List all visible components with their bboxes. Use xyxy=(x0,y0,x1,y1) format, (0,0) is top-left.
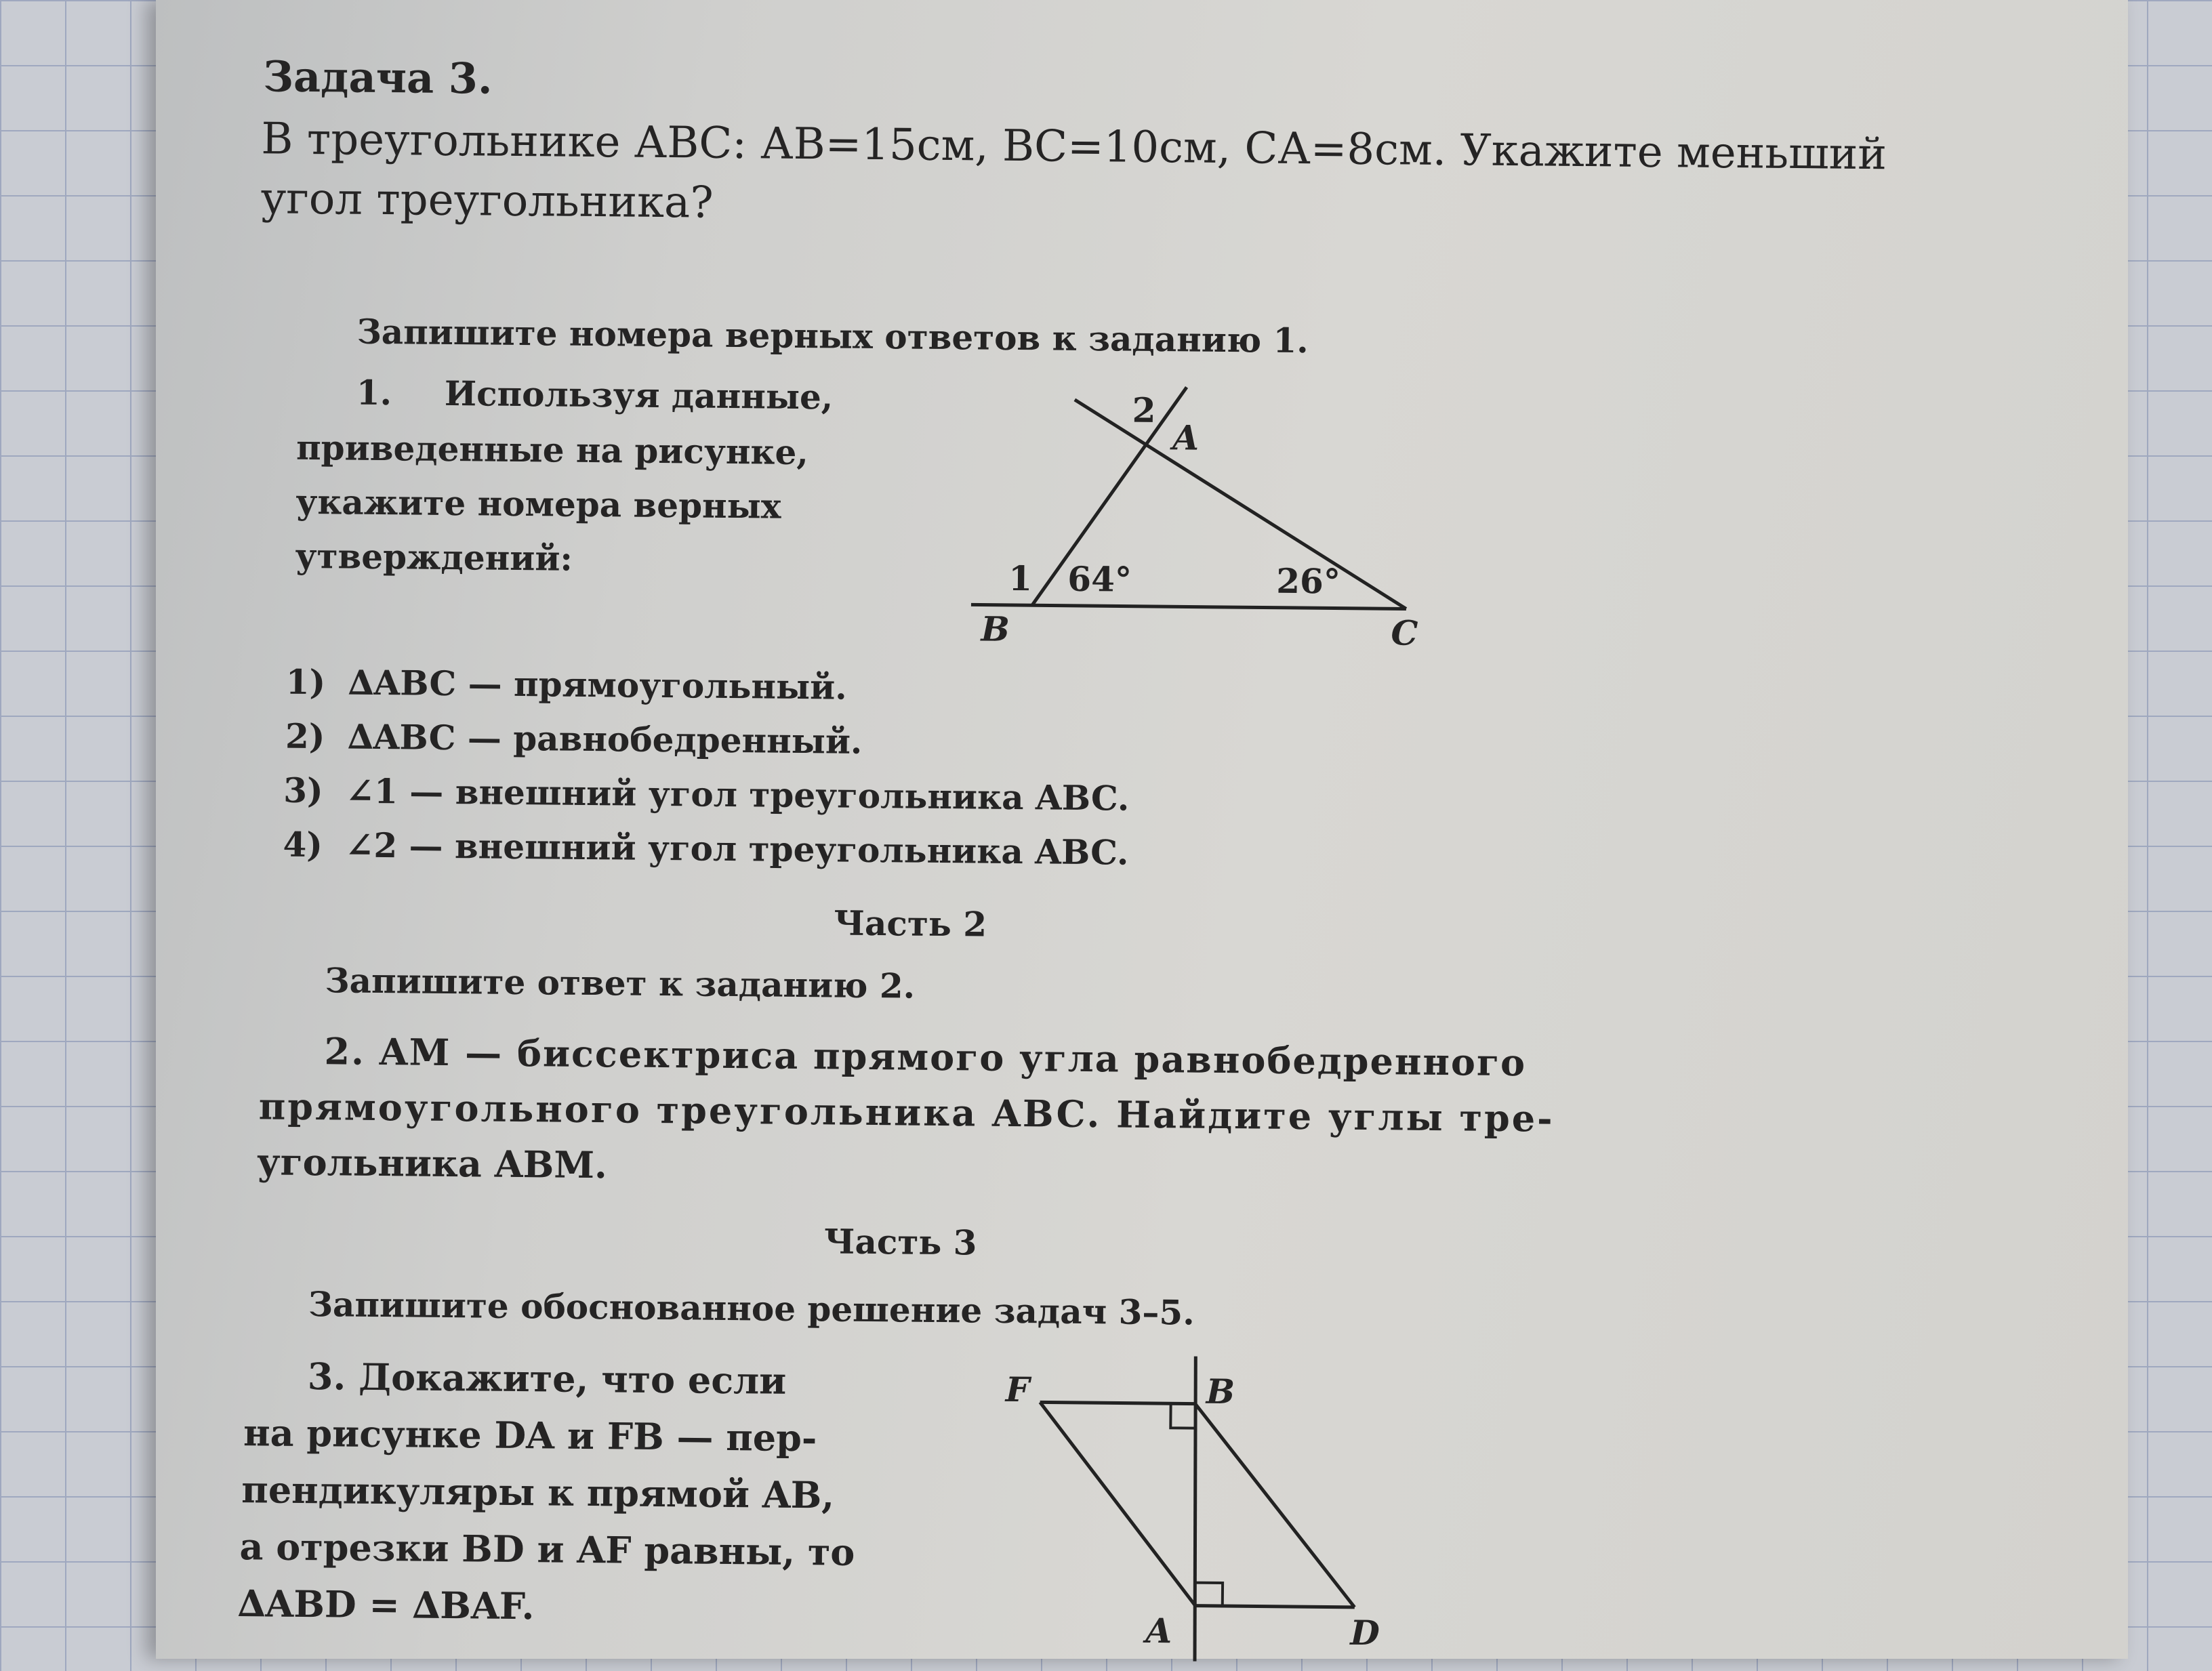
option-3-text: ∠1 — внешний угол треугольника ABC. xyxy=(345,770,1130,819)
label-angle-1: 1 xyxy=(1008,558,1033,599)
side-bc xyxy=(971,604,1406,608)
label-vertex-d: D xyxy=(1350,1612,1380,1653)
part1-task-line-3: укажите номера верных xyxy=(295,481,781,527)
task-text-line-2: угол треугольника? xyxy=(260,173,714,228)
triangle-figure xyxy=(950,378,1454,654)
label-vertex-f: F xyxy=(1005,1369,1030,1410)
part3-task-line-3: пендикуляры к прямой AB, xyxy=(241,1468,835,1517)
part3-task-line-5: ∆ABD = ∆BAF. xyxy=(237,1582,535,1628)
part1-task-number: 1. xyxy=(356,372,392,413)
part1-heading: Запишите номера верных ответов к заданию 1. xyxy=(356,311,1309,361)
part1-task-line-2: приведенные на рисунке, xyxy=(295,427,809,473)
option-1-text: ∆ABC — прямоугольный. xyxy=(348,662,847,707)
option-2-number: 2) xyxy=(285,716,325,757)
label-vertex-b: B xyxy=(981,608,1010,649)
option-4-number: 4) xyxy=(283,824,323,865)
label-angle-64: 64° xyxy=(1067,558,1132,600)
part2-task-line-3: угольника ABM. xyxy=(256,1140,608,1187)
part3-task-line-4: а отрезки BD и AF равны, то xyxy=(239,1525,855,1574)
task-text-line-1: В треугольнике АВС: АВ=15см, ВС=10см, СА=8см. Укажите меньший xyxy=(261,114,1887,180)
part3-heading: Запишите обоснованное решение задач 3–5. xyxy=(308,1284,1195,1333)
label-vertex-c: C xyxy=(1391,613,1418,653)
segment-ad xyxy=(1195,1606,1355,1607)
option-4-text: ∠2 — внешний угол треугольника ABC. xyxy=(345,825,1129,873)
segment-bd xyxy=(1193,1404,1357,1607)
part1-task-line-4: утверждений: xyxy=(295,535,573,579)
right-angle-mark-b xyxy=(1170,1403,1195,1428)
label-vertex-a2: A xyxy=(1145,1610,1172,1651)
label-angle-2: 2 xyxy=(1132,390,1156,430)
right-angle-mark-a xyxy=(1195,1583,1223,1606)
task-title: Задача 3. xyxy=(263,51,493,104)
part2-title: Часть 2 xyxy=(834,903,987,945)
option-2-text: ∆ABC — равнобедренный. xyxy=(347,716,863,762)
option-3-number: 3) xyxy=(283,770,324,811)
segment-fa xyxy=(1038,1402,1197,1605)
label-vertex-a: A xyxy=(1172,417,1200,458)
part3-task-line-2: на рисунке DA и FB — пер- xyxy=(243,1411,817,1460)
option-1-number: 1) xyxy=(285,661,326,703)
part1-task-line-1: Используя данные, xyxy=(444,373,834,417)
parallelogram-figure xyxy=(1005,1348,1391,1663)
label-vertex-b2: B xyxy=(1206,1371,1235,1412)
part2-task-line-1: 2. AM — биссектриса прямого угла равнобедренного xyxy=(324,1029,1527,1085)
part3-title: Часть 3 xyxy=(823,1221,977,1263)
part2-heading: Запишите ответ к заданию 2. xyxy=(325,960,916,1006)
part2-task-line-2: прямоугольного треугольника ABC. Найдите углы тре- xyxy=(258,1084,1555,1140)
part3-task-line-1: 3. Докажите, что если xyxy=(307,1355,787,1403)
label-angle-26: 26° xyxy=(1276,560,1341,602)
